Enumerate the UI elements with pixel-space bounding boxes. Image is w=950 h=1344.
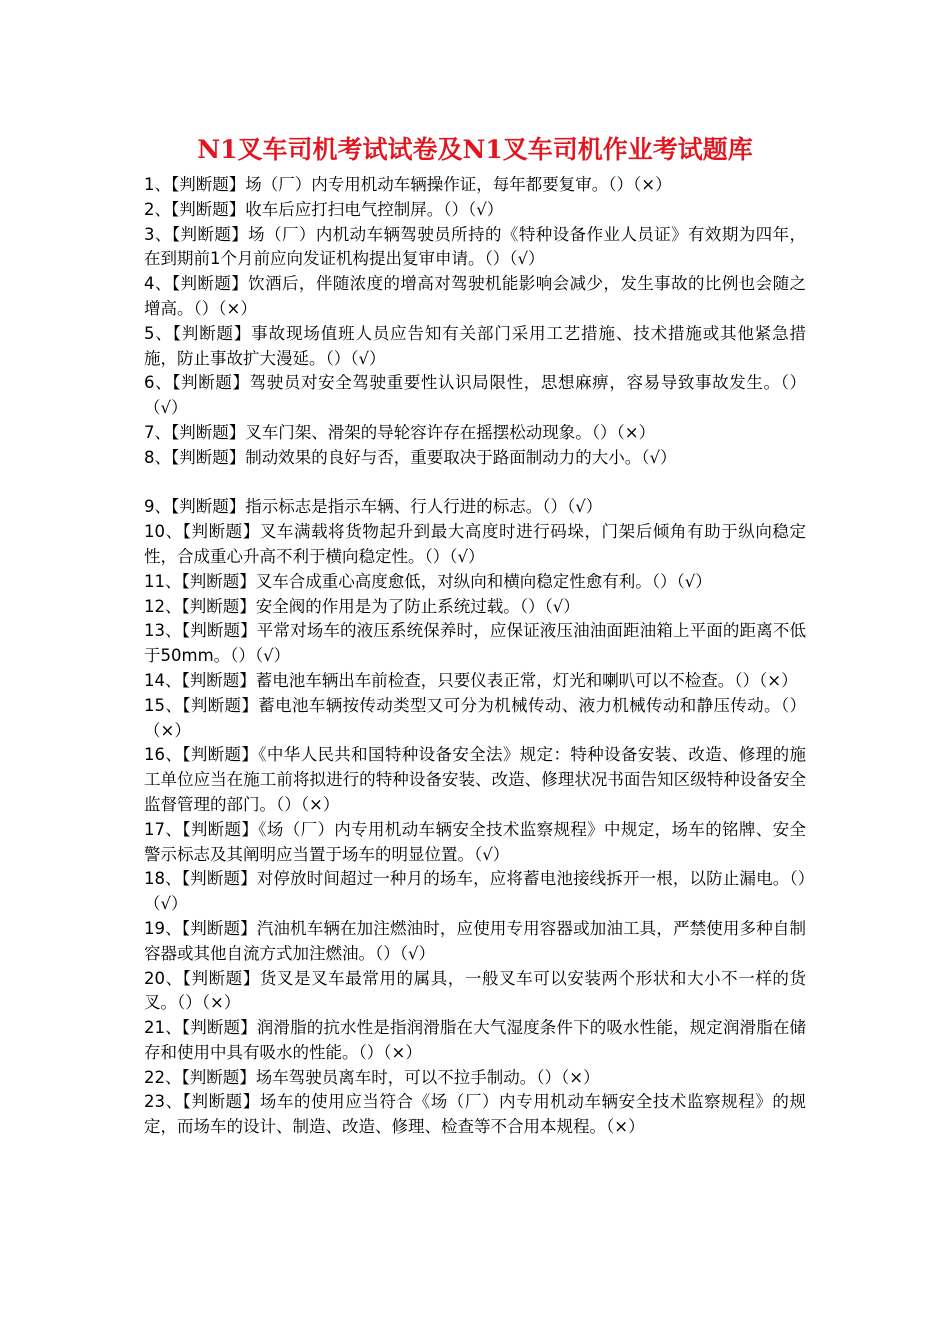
question-item: 20、【判断题】货叉是叉车最常用的属具，一般叉车可以安装两个形状和大小不一样的货叉。（）（×） — [144, 968, 806, 1013]
question-item: 21、【判断题】润滑脂的抗水性是指润滑脂在大气湿度条件下的吸水性能，规定润滑脂在储存和使用中具有吸水的性能。（）（×） — [144, 1018, 806, 1062]
question-item: 1、【判断题】场（厂）内专用机动车辆操作证，每年都要复审。（）（×） — [144, 175, 672, 194]
question-item: 19、【判断题】汽油机车辆在加注燃油时，应使用专用容器或加油工具，严禁使用多种自制容器或其他自流方式加注燃油。（）（√） — [144, 918, 806, 963]
question-item: 13、【判断题】平常对场车的液压系统保养时，应保证液压油油面距油箱上平面的距离不低于50mm。（）（√） — [144, 621, 806, 666]
question-item: 12、【判断题】安全阀的作用是为了防止系统过载。（）（√） — [144, 596, 580, 616]
question-item: 9、【判断题】指示标志是指示车辆、行人行进的标志。（）（√） — [144, 497, 603, 517]
question-item: 22、【判断题】场车驾驶员离车时，可以不拉手制动。（）（×） — [144, 1067, 600, 1087]
question-item: 18、【判断题】对停放时间超过一种月的场车，应将蓄电池接线拆开一根，以防止漏电。（）（√） — [144, 869, 806, 914]
document-title: N1叉车司机考试试卷及N1叉车司机作业考试题库 — [197, 135, 753, 164]
question-item: 15、【判断题】蓄电池车辆按传动类型又可分为机械传动、液力机械传动和静压传动。（）（×） — [144, 695, 806, 740]
question-item: 8、【判断题】制动效果的良好与否，重要取决于路面制动力的大小。（√） — [144, 447, 677, 467]
question-item: 11、【判断题】叉车合成重心高度愈低，对纵向和横向稳定性愈有利。（）（√） — [144, 571, 712, 591]
question-item: 6、【判断题】驾驶员对安全驾驶重要性认识局限性，思想麻痹，容易导致事故发生。（）（√） — [144, 373, 806, 418]
question-item: 4、【判断题】饮酒后，伴随浓度的增高对驾驶机能影响会减少，发生事故的比例也会随之增高。（）（×） — [144, 274, 806, 318]
question-item: 14、【判断题】蓄电池车辆出车前检查，只要仪表正常，灯光和喇叭可以不检查。（）（×） — [144, 670, 798, 690]
question-item: 2、【判断题】收车后应打扫电气控制屏。（）（√） — [144, 199, 504, 219]
question-item: 17、【判断题】《场（厂）内专用机动车辆安全技术监察规程》中规定，场车的铭牌、安全警示标志及其阐明应当置于场车的明显位置。（√） — [144, 819, 806, 864]
question-item: 10、【判断题】叉车满载将货物起升到最大高度时进行码垛，门架后倾角有助于纵向稳定性，合成重心升高不利于横向稳定性。（）（√） — [144, 522, 806, 566]
question-item: 23、【判断题】场车的使用应当符合《场（厂）内专用机动车辆安全技术监察规程》的规定，而场车的设计、制造、改造、修理、检查等不合用本规程。（×） — [144, 1092, 806, 1137]
question-item: 7、【判断题】叉车门架、滑架的导轮容许存在摇摆松动现象。（）（×） — [144, 422, 656, 442]
question-list — [144, 173, 806, 1140]
question-item: 16、【判断题】《中华人民共和国特种设备安全法》规定：特种设备安装、改造、修理的施工单位应当在施工前将拟进行的特种设备安装、改造、修理状况书面告知区级特种设备安全监督管理的部门。（）（×） — [144, 745, 806, 814]
question-item: 5、【判断题】事故现场值班人员应告知有关部门采用工艺措施、技术措施或其他紧急措施，防止事故扩大漫延。（）（√） — [144, 323, 806, 368]
question-item: 3、【判断题】场（厂）内机动车辆驾驶员所持的《特种设备作业人员证》有效期为四年，在到期前1个月前应向发证机构提出复审申请。（）（√） — [144, 224, 806, 269]
